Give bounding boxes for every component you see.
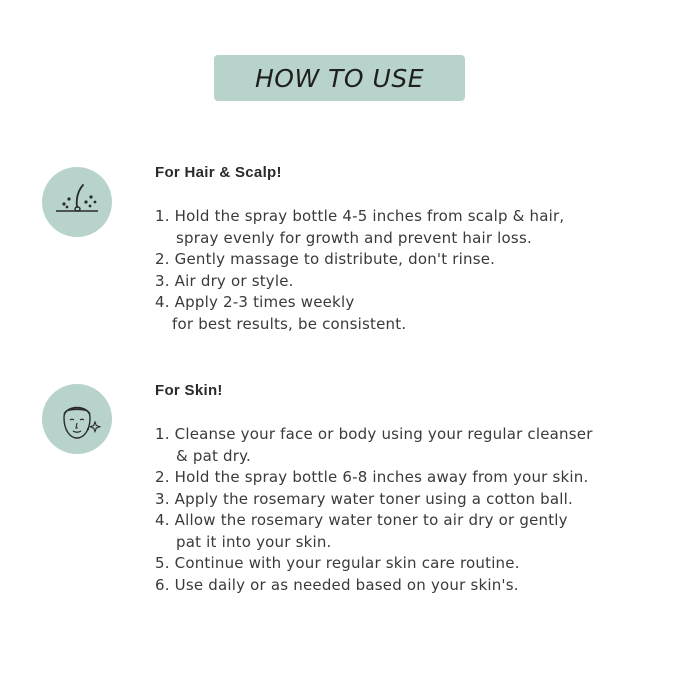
step-text: 1. Cleanse your face or body using your regular cleanser <box>155 425 593 443</box>
step-text-continued: for best results, be consistent. <box>172 314 407 333</box>
list-item <box>155 249 564 271</box>
list-item <box>155 575 593 597</box>
step-text: 1. Hold the spray bottle 4-5 inches from scalp & hair, <box>155 207 565 225</box>
list-item <box>155 292 564 335</box>
step-text: 3. Apply the rosemary water toner using a cotton ball. <box>155 489 573 508</box>
hair-scalp-icon <box>42 167 112 237</box>
step-text: 4. Allow the rosemary water toner to air dry or gently <box>155 511 568 529</box>
list-item <box>155 271 564 293</box>
list-item <box>155 510 593 553</box>
skin-steps-list <box>155 424 593 596</box>
step-text-continued: spray evenly for growth and prevent hair loss. <box>176 228 532 247</box>
page-title: HOW TO USE <box>254 63 424 93</box>
step-text-continued: & pat dry. <box>176 446 252 465</box>
list-item <box>155 489 593 511</box>
skin-section-heading: For Skin! <box>155 382 223 399</box>
step-text: 6. Use daily or as needed based on your skin's. <box>155 575 519 594</box>
hair-steps-list <box>155 206 564 335</box>
list-item <box>155 467 593 489</box>
list-item <box>155 553 593 575</box>
step-text: 4. Apply 2-3 times weekly <box>155 293 355 311</box>
step-text: 2. Hold the spray bottle 6-8 inches away from your skin. <box>155 468 589 486</box>
list-item <box>155 206 564 249</box>
hair-section-heading: For Hair & Scalp! <box>155 164 282 181</box>
step-text: 5. Continue with your regular skin care routine. <box>155 554 520 572</box>
step-text: 3. Air dry or style. <box>155 271 294 290</box>
step-text-continued: pat it into your skin. <box>176 532 332 551</box>
face-skin-icon <box>42 384 112 454</box>
list-item <box>155 424 593 467</box>
step-text: 2. Gently massage to distribute, don't rinse. <box>155 250 496 268</box>
title-banner <box>214 55 465 101</box>
